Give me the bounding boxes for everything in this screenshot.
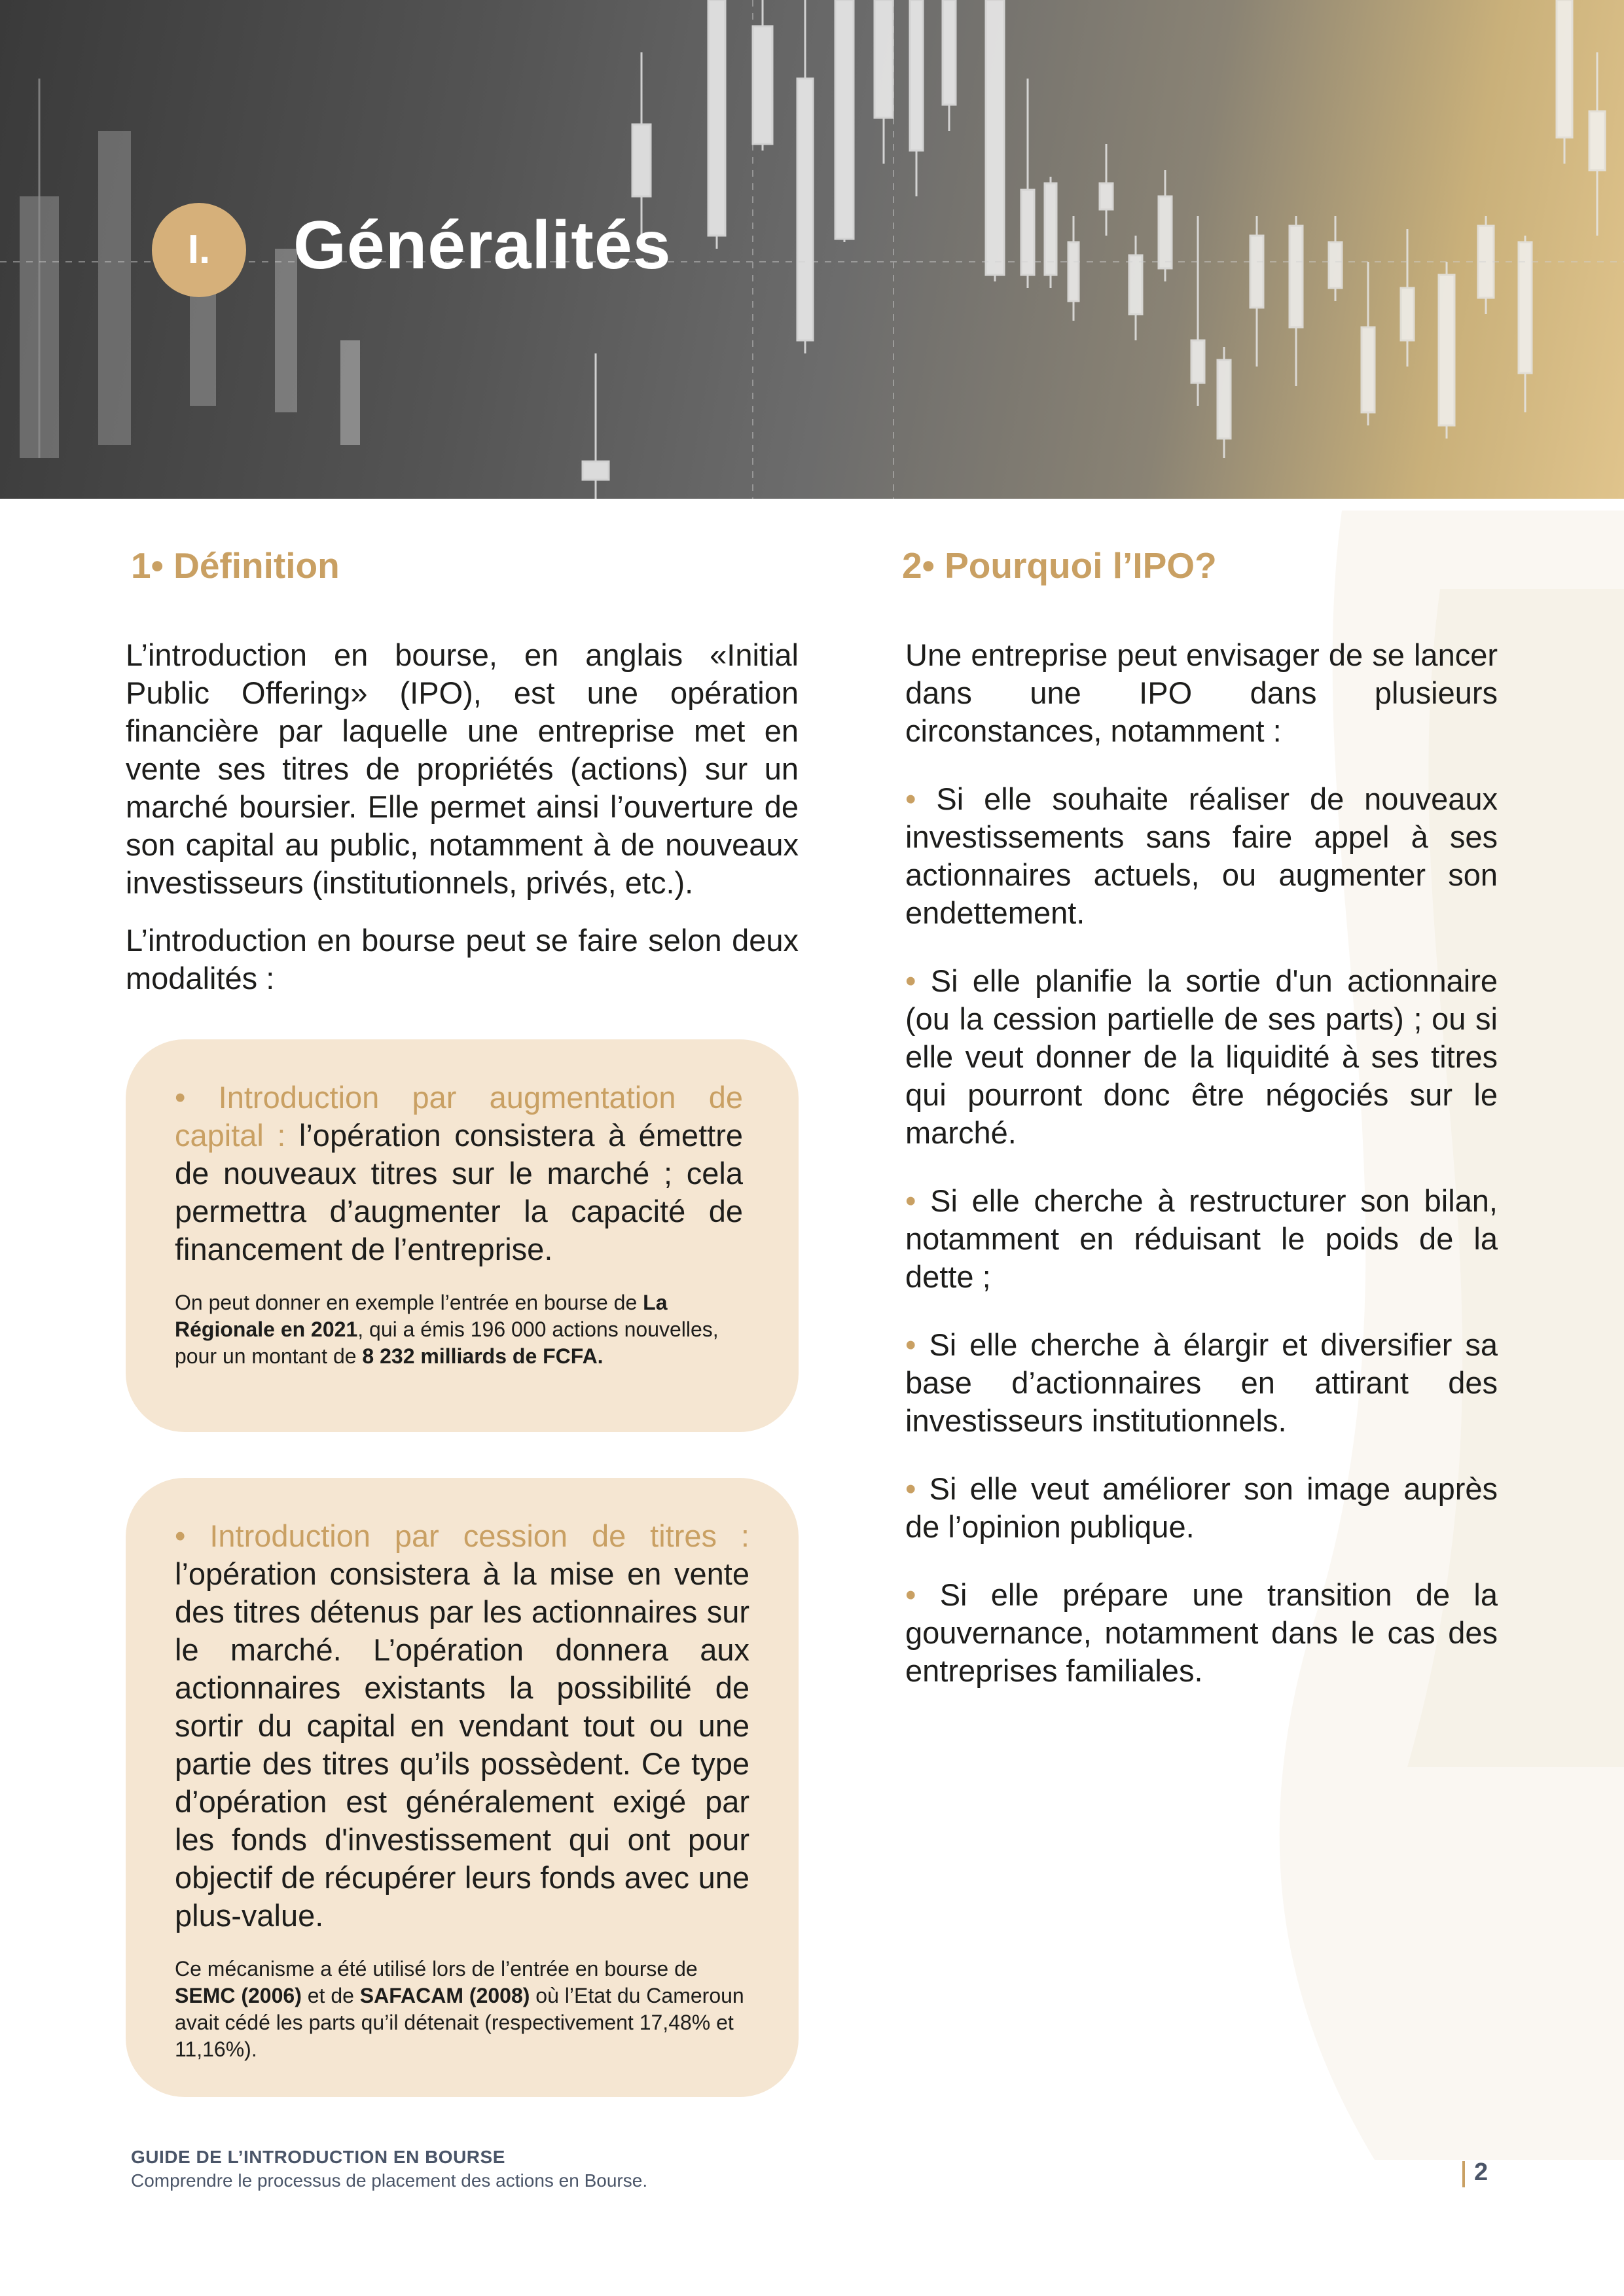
why-ipo-intro: Une entreprise peut envisager de se lancer dans une IPO dans plusieurs circonstances, notamment : (905, 637, 1498, 748)
why-ipo-list (905, 636, 1498, 1720)
capital-increase-text (175, 1079, 743, 1268)
list-item (905, 962, 1498, 1152)
share-sale-body: l’opération consistera à la mise en vente des titres détenus par les actionnaires sur le marché. L’opération donnera aux actionnaires existants la possibilité de sortir du capital en vendant tout ou une partie des titres qu’ils possèdent. Ce type d’opération est généralement exigé par les fonds d'investissement qui ont pour objectif de récupérer leurs fonds avec une plus-value. (175, 1556, 749, 1933)
definition-text (126, 636, 799, 1017)
bullet-icon: • (905, 1327, 916, 1362)
list-item-text: Si elle veut améliorer son image auprès de l’opinion publique. (905, 1471, 1498, 1544)
bullet-icon: • (905, 1471, 916, 1506)
list-item (905, 1326, 1498, 1440)
list-item (905, 1576, 1498, 1690)
why-ipo-heading: 2• Pourquoi l’IPO? (902, 545, 1217, 586)
bullet-icon: • (905, 781, 916, 816)
capital-increase-box (126, 1039, 799, 1432)
page-number: 2 (1474, 2159, 1489, 2186)
share-sale-example (175, 1956, 749, 2063)
list-item (905, 1470, 1498, 1546)
definition-paragraph-2: L’introduction en bourse peut se faire selon deux modalités : (126, 923, 799, 996)
list-item-text: Si elle souhaite réaliser de nouveaux investissements sans faire appel à ses actionnaires actuels, ou augmenter son endettement. (905, 781, 1498, 930)
page-number-divider (1462, 2161, 1465, 2187)
footer-subtitle: Comprendre le processus de placement des actions en Bourse. (131, 2170, 648, 2191)
example-emphasis: La Régionale en 2021 (175, 1291, 668, 1341)
example-text: Ce mécanisme a été utilisé lors de l’entrée en bourse de (175, 1957, 698, 1981)
list-item-text: Si elle cherche à élargir et diversifier sa base d’actionnaires en attirant des investisseurs institutionnels. (905, 1327, 1498, 1438)
definition-paragraph-1: L’introduction en bourse, en anglais «Initial Public Offering» (IPO), est une opération financière par laquelle une entreprise met en vente ses titres de propriétés (actions) sur un marché boursier. Elle permet ainsi l’ouverture de son capital au public, notamment à de nouveaux investisseurs (institutionnels, privés, etc.). (126, 637, 799, 900)
share-sale-text (175, 1517, 749, 1935)
example-text: et de (301, 1984, 360, 2007)
share-sale-box (126, 1478, 799, 2097)
definition-heading: 1• Définition (131, 545, 340, 586)
list-item (905, 1182, 1498, 1296)
example-text: On peut donner en exemple l’entrée en bourse de (175, 1291, 643, 1314)
capital-increase-example (175, 1289, 743, 1370)
share-sale-lead: • Introduction par cession de titres : (175, 1518, 749, 1553)
example-text: où l’Etat du Cameroun avait cédé les parts qu’il détenait (respectivement 17,48% et 11,16%). (175, 1984, 744, 2061)
list-item-text: Si elle planifie la sortie d'un actionnaire (ou la cession partielle de ses parts) ; ou si elle veut donner de la liquidité à ses titres qui pourront donc être négociés sur le marché. (905, 963, 1498, 1150)
example-emphasis: SAFACAM (2008) (359, 1984, 530, 2007)
example-text: , qui a émis 196 000 actions nouvelles, pour un montant de (175, 1318, 719, 1368)
example-emphasis: 8 232 milliards de FCFA. (362, 1344, 604, 1368)
list-item-text: Si elle prépare une transition de la gouvernance, notamment dans le cas des entreprises familiales. (905, 1577, 1498, 1688)
hero-banner (0, 0, 1624, 499)
example-emphasis: SEMC (2006) (175, 1984, 302, 2007)
footer-title: GUIDE DE L’INTRODUCTION EN BOURSE (131, 2147, 505, 2167)
section-title: Généralités (293, 207, 672, 283)
bullet-icon: • (905, 1183, 916, 1218)
section-number-badge: I. (152, 203, 246, 297)
capital-increase-lead: • Introduction par augmentation de capital : (175, 1080, 743, 1153)
bullet-icon: • (905, 1577, 916, 1612)
list-item (905, 780, 1498, 932)
list-item-text: Si elle cherche à restructurer son bilan, notamment en réduisant le poids de la dette ; (905, 1183, 1498, 1294)
bullet-icon: • (905, 963, 916, 998)
capital-increase-body: l’opération consistera à émettre de nouveaux titres sur le marché ; cela permettra d’augmenter la capacité de financement de l’entreprise. (175, 1118, 743, 1266)
